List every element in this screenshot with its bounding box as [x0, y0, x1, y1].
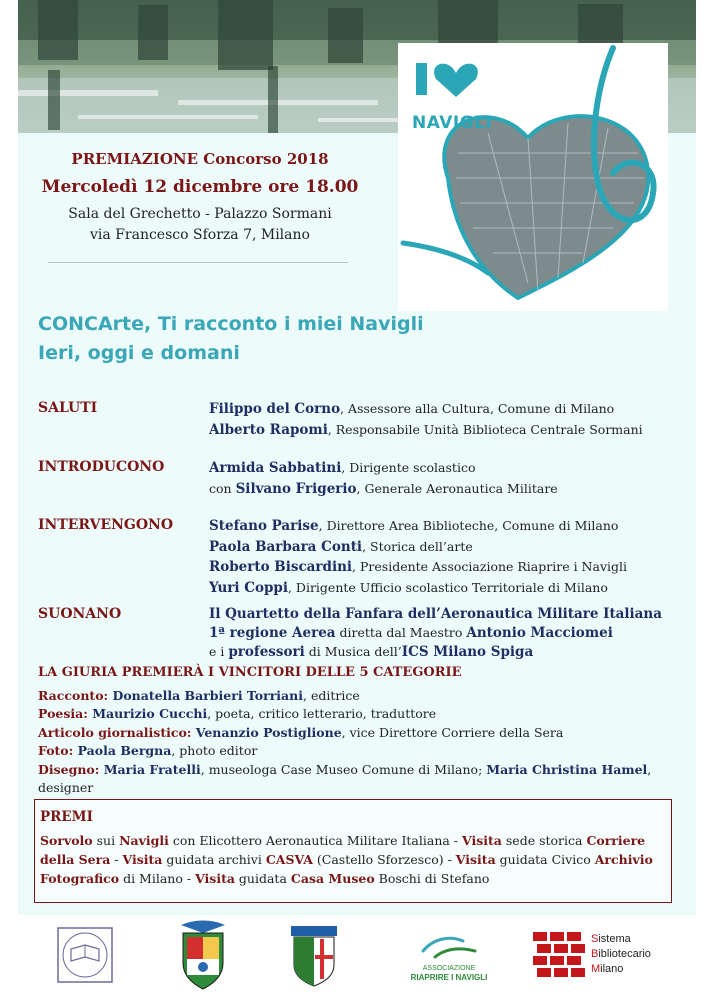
section-label: INTERVENGONO — [38, 517, 174, 533]
military-crest-icon — [175, 919, 231, 995]
section-label: INTRODUCONO — [38, 459, 165, 475]
main-title-line1: CONCArte, Ti racconto i miei Navigli — [38, 313, 424, 335]
prize-text-part: sede storica — [501, 833, 587, 848]
speaker-line — [209, 420, 689, 441]
section-suonano — [38, 605, 688, 665]
i-love-navigli-logo — [398, 43, 668, 311]
prize-text-part: Boschi di Stefano — [374, 871, 490, 886]
section-introducono — [38, 458, 688, 498]
jury-title: LA GIURIA PREMIERÀ I VINCITORI DELLE 5 CATEGORIE — [38, 665, 462, 680]
prize-text-part: sui — [92, 833, 120, 848]
riaprire-line1: ASSOCIAZIONE — [422, 965, 476, 972]
speaker-line — [209, 458, 689, 479]
speaker-line — [209, 479, 689, 500]
jury-item: Poesia: Maurizio Cucchi, poeta, critico letterario, traduttore — [38, 706, 437, 721]
prize-text-part: con Elicottero Aeronautica Militare Italiana - — [168, 833, 463, 848]
section-saluti — [38, 399, 688, 439]
school-name: ICS Milano Spiga — [401, 644, 534, 660]
section-label: SALUTI — [38, 400, 98, 416]
prizes-text — [40, 831, 661, 888]
header-divider — [48, 262, 348, 263]
section-label: SUONANO — [38, 606, 122, 622]
navigli-wave-icon — [404, 931, 494, 983]
prizes-box — [34, 799, 672, 903]
prize-text-part: guidata Civico — [495, 852, 595, 867]
section-intervengono — [38, 516, 688, 596]
speaker-line — [209, 578, 689, 599]
maestro-name: Antonio Macciomei — [466, 625, 613, 641]
speaker-name: Stefano Parise — [209, 518, 319, 534]
red-grid-icon — [533, 932, 585, 984]
prize-highlight: CASVA — [265, 852, 313, 867]
speaker-name: Roberto Biscardini — [209, 559, 353, 575]
prize-highlight: Sorvolo — [40, 833, 93, 848]
event-date: Mercoledì 12 dicembre ore 18.00 — [41, 177, 359, 197]
prize-highlight: Casa Museo — [290, 871, 375, 886]
jury-item: designer — [38, 780, 94, 795]
riaprire-line2: RIAPRIRE I NAVIGLI — [410, 973, 488, 982]
speaker-role: , Responsabile Unità Biblioteca Centrale Sormani — [327, 421, 643, 437]
regional-shield-icon — [290, 925, 338, 991]
speaker-role: , Storica dell’arte — [362, 538, 473, 554]
jury-section — [38, 664, 678, 798]
prize-text-part: di Milano - — [119, 871, 196, 886]
sponsor-logos — [0, 915, 711, 1000]
main-title-line2: Ieri, oggi e domani — [38, 342, 240, 364]
band-name: Il Quartetto della Fanfara dell’Aeronautica Militare Italiana 1ª regione Aerea — [209, 606, 662, 641]
jury-item: Articolo giornalistico: Venanzio Postiglione, vice Direttore Corriere della Sera — [38, 724, 564, 740]
prize-highlight: Visita — [462, 833, 502, 848]
speaker-name: Filippo del Corno — [209, 401, 341, 417]
jury-item: Disegno: Maria Fratelli, museologa Case Museo Comune di Milano; Maria Christina Hamel, — [38, 761, 652, 777]
main-title — [38, 310, 424, 368]
speaker-role: , Direttore Area Biblioteche, Comune di Milano — [318, 518, 619, 533]
speaker-line — [209, 557, 689, 578]
jury-item: Foto: Paola Bergna, photo editor — [38, 743, 258, 758]
speaker-line — [209, 516, 689, 537]
speaker-name: Silvano Frigerio — [235, 480, 357, 497]
speaker-line — [209, 537, 689, 558]
navigli-logo-text: NAVIGLI — [412, 113, 493, 133]
prize-text-part: (Castello Sforzesco) - — [312, 852, 456, 867]
event-venue: Sala del Grechetto - Palazzo Sormani — [68, 206, 332, 222]
speaker-role: , Generale Aeronautica Militare — [356, 480, 558, 496]
prize-text-part: guidata archivi — [162, 852, 266, 867]
speaker-role: , Assessore alla Cultura, Comune di Milano — [340, 401, 615, 416]
event-address: via Francesco Sforza 7, Milano — [90, 227, 310, 243]
prize-text-part: guidata — [234, 871, 291, 886]
speaker-name: Alberto Rapomi — [209, 421, 328, 438]
prize-highlight: Visita — [195, 871, 235, 886]
speaker-role: , Dirigente Ufficio scolastico Territoriale di Milano — [287, 579, 608, 595]
prize-highlight: Visita — [455, 852, 496, 867]
prize-text-part: - — [110, 852, 123, 867]
book-seal-icon — [57, 927, 113, 987]
speaker-line — [209, 399, 689, 420]
speaker-prefix: con — [209, 480, 236, 496]
performers-text: Il Quartetto della Fanfara dell’Aeronautica Militare Italiana 1ª regione Aerea diretta dal Maestro Antonio Macciomei e i professori di Musica dell’ICS Milano Spiga — [209, 606, 662, 660]
speaker-role: , Dirigente scolastico — [341, 460, 476, 475]
event-header — [40, 150, 360, 243]
prize-highlight: Visita — [122, 852, 163, 867]
prize-highlight: Archivio Fotografico — [40, 852, 653, 886]
jury-item: Racconto: Donatella Barbieri Torriani, editrice — [38, 687, 360, 703]
speaker-name: Armida Sabbatini — [209, 460, 342, 476]
prizes-title: PREMI — [40, 809, 93, 825]
prize-highlight: Navigli — [119, 833, 169, 848]
prize-highlight: Corriere della Sera — [40, 833, 646, 867]
speaker-name: Paola Barbara Conti — [209, 538, 363, 555]
event-title: PREMIAZIONE Concorso 2018 — [71, 150, 329, 168]
speaker-name: Yuri Coppi — [209, 579, 288, 596]
speaker-role: , Presidente Associazione Riaprire i Navigli — [352, 559, 627, 574]
sbm-logo-text: Sistema Bibliotecario Milano — [591, 933, 651, 975]
